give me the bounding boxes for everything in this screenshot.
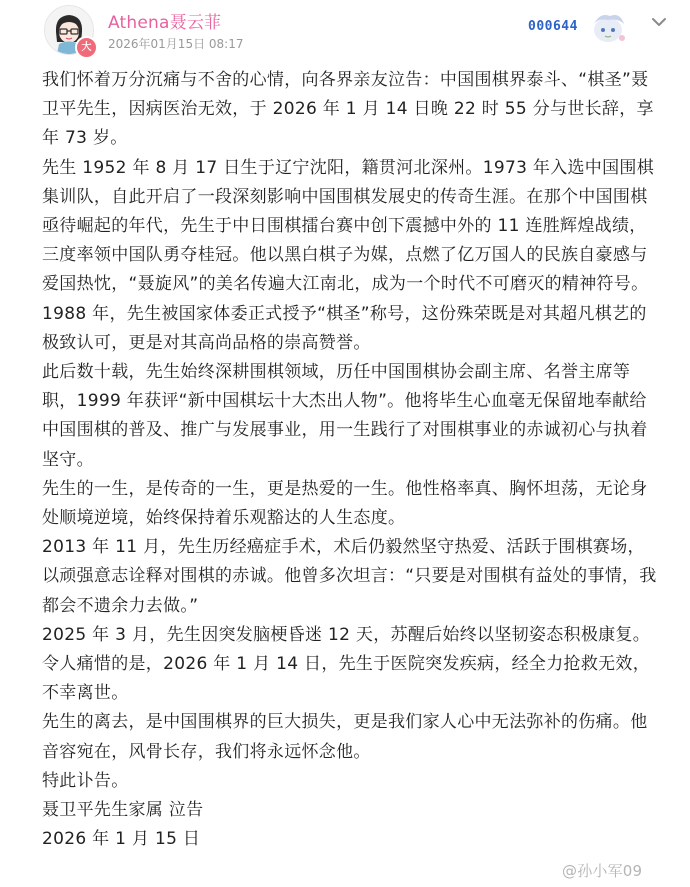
post-paragraph: 2025 年 3 月，先生因突发脑梗昏迷 12 天，苏醒后始终以坚韧姿态积极康复。 [42, 624, 651, 645]
avatar[interactable] [44, 5, 96, 57]
post-paragraph: 此后数十载，先生始终深耕围棋领域，历任中国围棋协会副主席、名誉主席等职，1999 年获评“新中国棋坛十大杰出人物”。他将毕生心血毫无保留地奉献给中国围棋的普及、推广与发展事业，用一生践行了对围棋事业的赤诚初心与执着坚守。 [42, 362, 648, 470]
post-paragraph: 2013 年 11 月，先生历经癌症手术，术后仍毅然坚守热爱、活跃于围棋赛场，以顽强意志诠释对围棋的赤诚。他曾多次坦言：“只要是对围棋有益处的事情，我都会不遗余力去做。” [42, 537, 657, 616]
mascot-icon [588, 10, 628, 48]
post-paragraph: 令人痛惜的是，2026 年 1 月 14 日，先生于医院突发疾病，经全力抢救无效，不幸离世。 [42, 654, 651, 704]
watermark: @孙小军09 [562, 862, 643, 880]
chevron-down-icon[interactable] [647, 10, 671, 34]
post-header [0, 0, 690, 66]
post-paragraph: 特此讣告。 [42, 770, 129, 791]
post-body [42, 66, 660, 854]
post-paragraph: 先生的离去，是中国围棋界的巨大损失，更是我们家人心中无法弥补的伤痛。他音容宛在，风骨长存，我们将永远怀念他。 [42, 712, 648, 762]
fan-number: 000644 [528, 19, 578, 34]
author-name[interactable]: Athena聂云菲 [108, 13, 222, 33]
post-paragraph: 我们怀着万分沉痛与不舍的心情，向各界亲友泣告：中国围棋界泰斗、“棋圣”聂卫平先生，因病医治无效，于 2026 年 1 月 14 日晚 22 时 55 分与世长辞，享年 73 岁。 [42, 70, 654, 149]
post-paragraph: 先生 1952 年 8 月 17 日生于辽宁沈阳，籍贯河北深州。1973 年入选中国围棋集训队，自此开启了一段深刻影响中国围棋发展史的传奇生涯。在那个中国围棋亟待崛起的年代，先生于中日围棋擂台赛中创下震撼中外的 11 连胜辉煌战绩，三度率领中国队勇夺桂冠。他以黑白棋子为媒，点燃了亿万国人的民族自豪感与爱国热忱，“聂旋风”的美名传遍大江南北，成为一个时代不可磨灭的精神符号。1988 年，先生被国家体委正式授予“棋圣”称号，这份殊荣既是对其超凡棋艺的极致认可，更是对其高尚品格的崇高赞誉。 [42, 157, 655, 353]
post-paragraph: 先生的一生，是传奇的一生，更是热爱的一生。他性格率真、胸怀坦荡，无论身处顺境逆境，始终保持着乐观豁达的人生态度。 [42, 478, 648, 529]
post-paragraph: 聂卫平先生家属 泣告 [42, 800, 204, 821]
fan-card[interactable] [528, 12, 628, 42]
post-timestamp: 2026年01月15日 08:17 [108, 37, 244, 51]
vip-badge: 大 [75, 36, 98, 59]
post-paragraph: 2026 年 1 月 15 日 [42, 829, 201, 850]
